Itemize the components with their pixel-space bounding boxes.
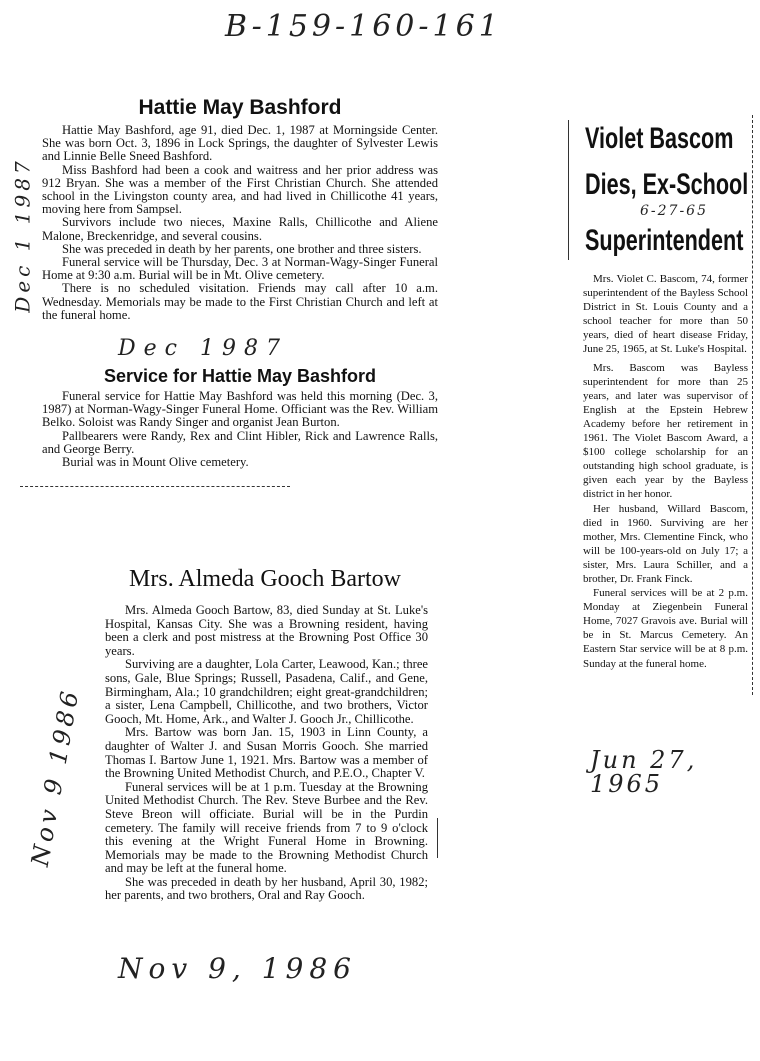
bascom-date-note: 6-27-65 [640,203,708,219]
paragraph: Surviving are a daughter, Lola Carter, Leawood, Kan.; three sons, Gale, Blue Springs; Russell, Pasadena, Calif., and Gene, Birmingham, Ala.; 10 grandchildren; eight great-grandchildren; a sister, Lena Campbell, Chillicothe, and two brothers, Victor Gooch, Mt. Home, Ark., and Walter J. Gooch Jr., Chillicothe. [105,657,428,726]
paragraph: Mrs. Violet C. Bascom, 74, former superintendent of the Bayless School District in St. Louis County and a school teacher for more than 50 years, died of heart disease Friday, June 25, 1965, at St. Luke's Hospital. [583,273,748,356]
bascom-title-line-2: Dies, Ex-School [585,168,749,201]
paragraph: Miss Bashford had been a cook and waitress and her prior address was 912 Bryan. She was a member of the First Christian Church. She attended school in the Livingston county area, and had lived in Chillicothe 41 years, moving here from Sampsel. [42,162,438,217]
file-number-handwritten: B-159-160-161 [225,9,502,44]
service-body [42,390,438,469]
paragraph: Pallbearers were Randy, Rex and Clint Hibler, Rick and Lawrence Ralls, and George Berry. [42,428,438,456]
paragraph: She was preceded in death by her parents, one brother and three sisters. [62,241,422,256]
paragraph: She was preceded in death by her husband, April 30, 1982; her parents, and two brothers, Oral and Ray Gooch. [105,874,428,903]
service-title: Service for Hattie May Bashford [103,366,377,386]
column-rule [752,115,753,695]
column-rule [437,818,438,858]
hattie-title: Hattie May Bashford [138,96,342,119]
paragraph: Survivors include two nieces, Maxine Ralls, Chillicothe and Aliene Malone, Breckenridge, and several cousins. [42,215,438,243]
paragraph: Her husband, Willard Bascom, died in 1960. Surviving are her mother, Mrs. Clementine Finck, who will be 100-years-old on July 17; a sister, Mrs. Laura Schiller, and a brother, Dr. Frank Finck. [583,502,748,585]
bascom-title-line-3: Superintendent [585,224,744,257]
bartow-date-note: Nov 9, 1986 [118,952,357,985]
paragraph: Funeral services will be at 2 p.m. Monday at Ziegenbein Funeral Home, 7027 Gravois ave. Burial will be in St. Marcus Cemetery. An Eastern Star service will be at 8 p.m. Sunday at the funeral home. [583,587,748,670]
bascom-bottom-note: Jun 27, 1965 [590,746,698,798]
bartow-body [105,604,428,903]
paragraph: Funeral services will be at 1 p.m. Tuesday at the Browning United Methodist Church. The Rev. Steve Burbee and the Rev. Steve Breon will officiate. Burial will be in the Purdin cemetery. The family will receive friends from 7 to 9 o'clock this evening at the Wright Funeral Home in Browning. Memorials may be made to the Browning Methodist Church and may be left at the funeral home. [105,779,428,876]
service-date-note: Dec 1987 [118,336,288,361]
column-rule [568,120,569,260]
hattie-body [42,124,438,322]
paragraph: Mrs. Bascom was Bayless superintendent for more than 25 years, and later was supervisor of English at the Epstein Hebrew Academy before her retirement in 1961. The Violet Bascom Award, a $100 college scholarship for an outstanding high school graduate, is given each year by the Bayless district in her honor. [583,361,748,501]
hattie-margin-note: Dec 1 1987 [10,157,35,313]
paragraph: Burial was in Mount Olive cemetery. [62,455,249,470]
paragraph: Funeral service for Hattie May Bashford was held this morning (Dec. 3, 1987) at Norman-Wagy-Singer Funeral Home. Officiant was the Rev. William Belko. Soloist was Randy Singer and organist Jean Burton. [42,389,438,430]
bascom-title-line-1: Violet Bascom [585,122,734,155]
bascom-body [583,272,748,671]
bartow-margin-note: Nov 9 1986 [25,685,85,869]
paragraph: Mrs. Bartow was born Jan. 15, 1903 in Linn County, a daughter of Walter J. and Susan Morris Gooch. She married Thomas I. Bartow June 1, 1921. Mrs. Bartow was a member of the Browning United Methodist Church, and P.E.O., Chapter V. [105,725,428,781]
paragraph: Hattie May Bashford, age 91, died Dec. 1, 1987 at Morningside Center. She was born Oct. 3, 1896 in Lock Springs, the daughter of Sylvester Lewis and Linnie Belle Sneed Bashford. [42,123,438,164]
paragraph: There is no scheduled visitation. Friends may call after 10 a.m. Wednesday. Memorials may be made to the First Christian Church and left at the funeral home. [42,281,438,322]
paragraph: Mrs. Almeda Gooch Bartow, 83, died Sunday at St. Luke's Hospital, Kansas City. She was a Browning resident, having been a clerk and post mistress at the Browning Post Office 30 years. [105,603,428,658]
divider [20,486,290,487]
bartow-title: Mrs. Almeda Gooch Bartow [129,566,401,592]
paragraph: Funeral service will be Thursday, Dec. 3 at Norman-Wagy-Singer Funeral Home at 9:30 a.m. Burial will be in Mt. Olive cemetery. [42,255,438,283]
